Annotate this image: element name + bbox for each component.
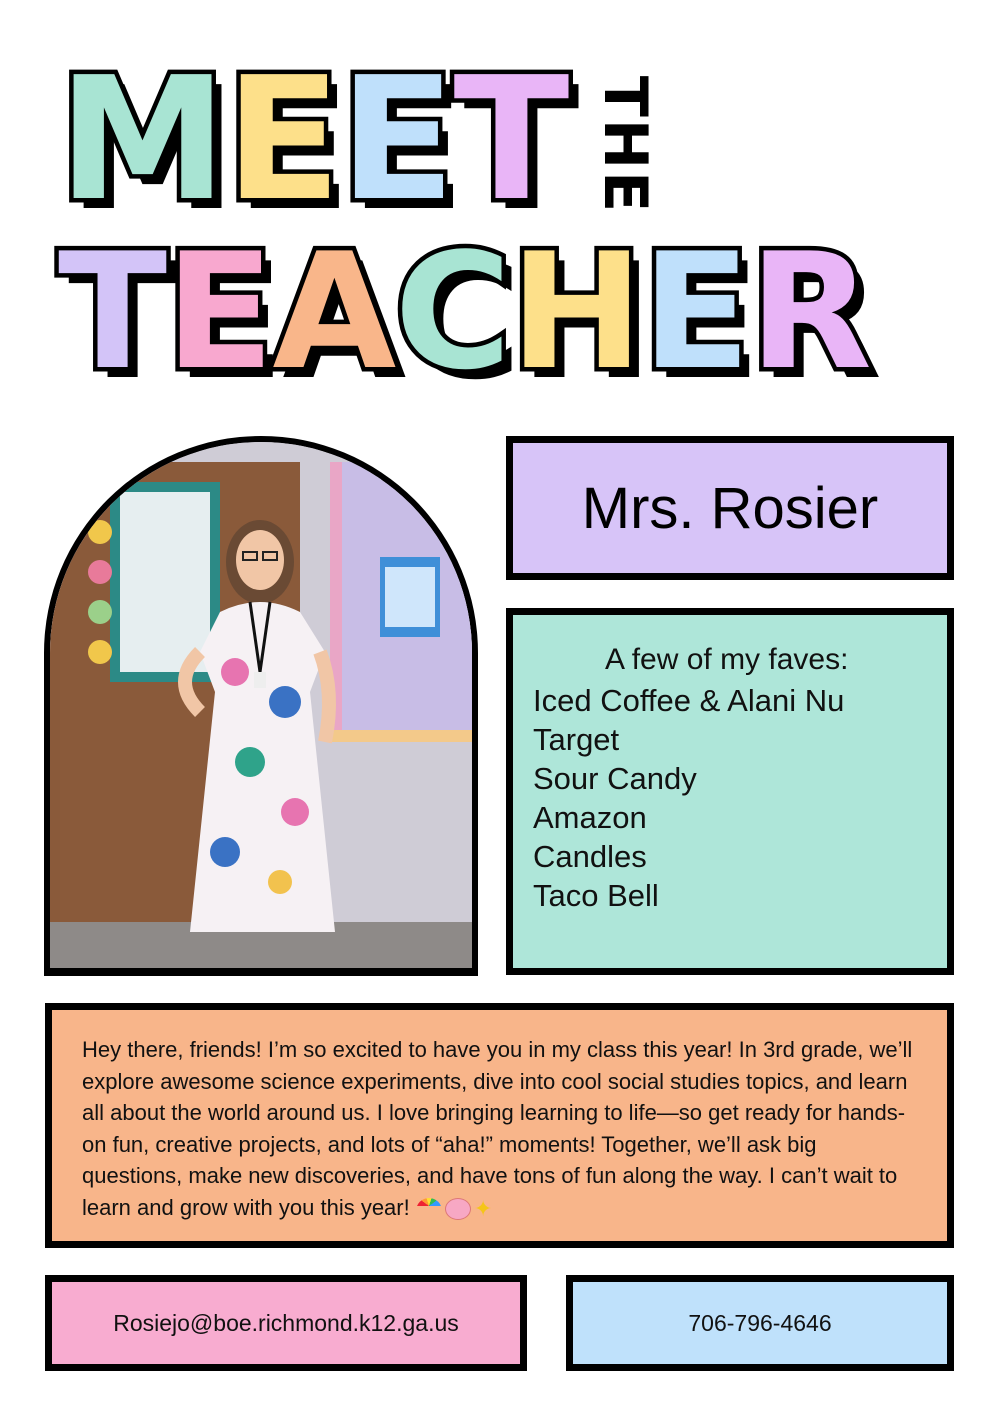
bio-panel bbox=[45, 1003, 954, 1248]
title-letter: H bbox=[509, 218, 642, 405]
title-meet bbox=[58, 41, 568, 239]
brain-icon bbox=[445, 1198, 471, 1220]
faves-heading: A few of my faves: bbox=[605, 643, 849, 676]
list-item: Amazon bbox=[533, 800, 647, 835]
title-letter: E bbox=[225, 41, 340, 239]
title-letter: R bbox=[748, 218, 871, 405]
list-item: Target bbox=[533, 722, 620, 757]
bio-text: Hey there, friends! I’m so excited to have you in my class this year! In 3rd grade, we’ll explore awesome science experiments, dive into cool social studies topics, and learn all about the world around us. I love bringing learning to life—so get ready for hands-on fun, creative projects, and lots of “aha!” moments! Together, we’ll ask big questions, make new discoveries, and have tons of fun along the way. I can’t wait to learn and grow with you this year! bbox=[82, 1037, 913, 1220]
sparkles-icon: ✦ bbox=[473, 1195, 493, 1221]
phone-panel bbox=[566, 1275, 954, 1371]
title-letter: T bbox=[453, 41, 568, 239]
bio-emojis bbox=[416, 1195, 493, 1221]
title-letter: E bbox=[339, 41, 454, 239]
title-the-text: THE bbox=[590, 75, 660, 215]
title-letter: E bbox=[641, 218, 749, 405]
name-panel bbox=[506, 436, 954, 580]
list-item: Candles bbox=[533, 839, 647, 874]
list-item: Taco Bell bbox=[533, 878, 659, 913]
phone-number[interactable]: 706-796-4646 bbox=[688, 1309, 832, 1336]
title-the bbox=[590, 60, 660, 230]
teacher-photo-illustration bbox=[50, 442, 472, 968]
faves-list bbox=[533, 681, 947, 915]
title-teacher bbox=[58, 218, 871, 405]
title-letter: T bbox=[58, 218, 166, 405]
email-panel bbox=[45, 1275, 527, 1371]
email-link[interactable]: Rosiejo@boe.richmond.k12.ga.us bbox=[113, 1309, 459, 1336]
teacher-name: Mrs. Rosier bbox=[581, 475, 879, 541]
title-letter: C bbox=[394, 218, 510, 405]
title-letter: E bbox=[165, 218, 273, 405]
rainbow-icon bbox=[416, 1198, 442, 1214]
list-item: Sour Candy bbox=[533, 761, 697, 796]
title-letter: M bbox=[58, 41, 226, 239]
teacher-photo bbox=[44, 436, 478, 976]
list-item: Iced Coffee & Alani Nu bbox=[533, 683, 845, 718]
title-letter: A bbox=[272, 218, 395, 405]
faves-panel bbox=[506, 608, 954, 975]
